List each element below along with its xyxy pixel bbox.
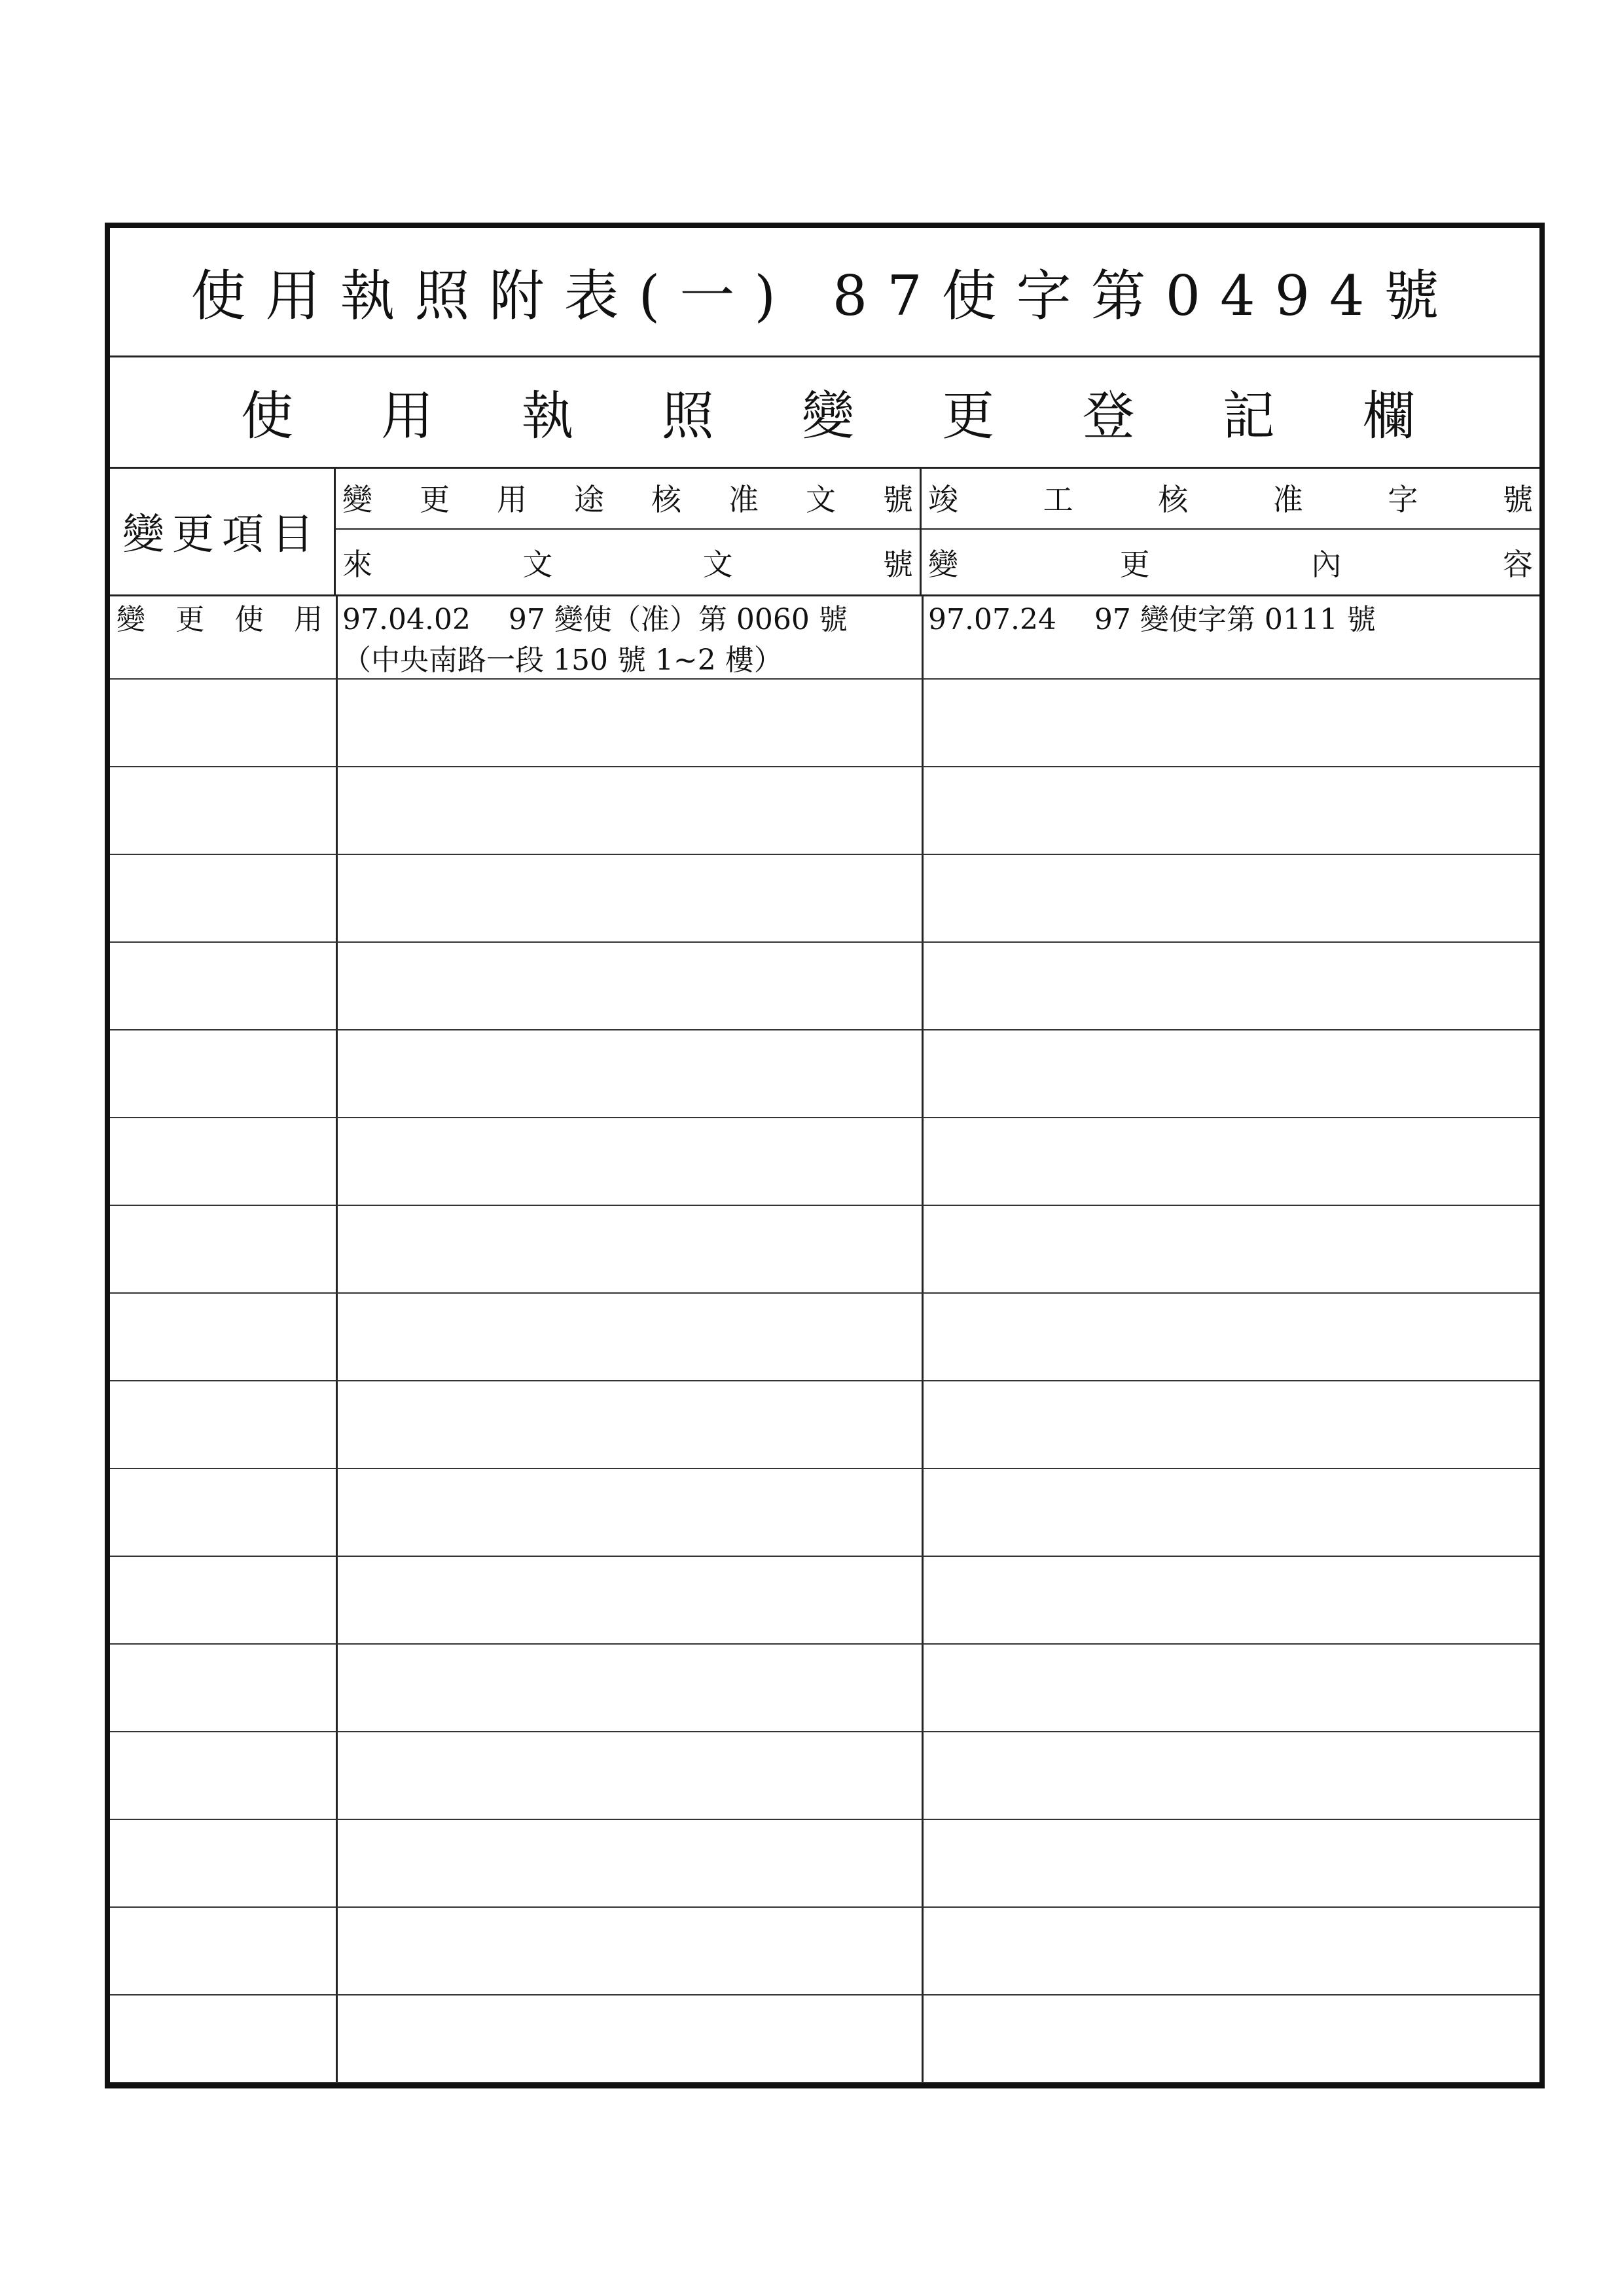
empty-table-row (110, 1381, 1539, 1469)
header-char: 字 (1388, 482, 1418, 517)
header-char: 竣 (928, 482, 958, 517)
form-title: 使用執照附表(一) 87使字第0494號 (190, 264, 1459, 328)
header-char: 准 (728, 482, 759, 517)
header-char: 核 (651, 482, 681, 517)
form-title-row (110, 228, 1539, 357)
item-char: 更 (175, 603, 205, 636)
section-char: 登 (1082, 385, 1135, 446)
empty-table-row (110, 1908, 1539, 1995)
header-char: 容 (1502, 546, 1533, 582)
section-char: 使 (241, 385, 293, 446)
empty-table-row (110, 1995, 1539, 2083)
empty-table-row (110, 1557, 1539, 1645)
doc-line-1: 97.04.02 97 變使（准）第 0060 號 (342, 603, 848, 636)
item-char: 使 (234, 603, 264, 636)
header-char: 途 (574, 482, 604, 517)
section-char: 變 (802, 385, 854, 446)
empty-table-row (110, 1469, 1539, 1557)
row-doc-cell (336, 594, 922, 678)
header-char: 更 (1119, 546, 1150, 582)
table-body (110, 594, 1539, 2083)
section-char: 更 (942, 385, 995, 446)
section-char: 用 (381, 385, 434, 446)
header-char: 變 (928, 546, 958, 582)
header-char: 號 (883, 482, 913, 517)
empty-table-row (110, 855, 1539, 943)
item-char: 用 (293, 603, 323, 636)
empty-table-row (110, 767, 1539, 855)
header-char: 核 (1158, 482, 1189, 517)
section-heading-row (110, 355, 1539, 469)
header-completion-approval (922, 467, 1539, 530)
empty-table-row (110, 1206, 1539, 1294)
completion-value: 97.07.24 97 變使字第 0111 號 (928, 603, 1376, 636)
header-approval-doc (336, 467, 922, 530)
empty-table-row (110, 1732, 1539, 1820)
header-char: 用 (497, 482, 527, 517)
header-change-item: 變更項目 (110, 467, 336, 594)
header-char: 來 (342, 546, 372, 582)
section-char: 記 (1222, 385, 1275, 446)
section-char: 照 (661, 385, 714, 446)
empty-table-row (110, 680, 1539, 767)
header-char: 號 (882, 546, 913, 582)
header-char: 更 (420, 482, 450, 517)
header-char: 文 (806, 482, 836, 517)
empty-table-row (110, 1645, 1539, 1732)
table-row (110, 594, 1539, 680)
header-incoming-doc (336, 530, 922, 594)
header-char: 變 (342, 482, 372, 517)
empty-table-row (110, 943, 1539, 1030)
header-char: 內 (1311, 546, 1342, 582)
header-char: 號 (1502, 482, 1533, 517)
item-char: 變 (117, 603, 145, 636)
section-char: 欄 (1363, 385, 1415, 446)
header-change-content (922, 530, 1539, 594)
row-item-cell (110, 594, 336, 678)
empty-table-row (110, 1118, 1539, 1206)
header-char: 工 (1043, 482, 1073, 517)
header-char: 准 (1272, 482, 1303, 517)
empty-table-row (110, 1294, 1539, 1381)
section-char: 執 (521, 385, 574, 446)
header-char: 文 (702, 546, 733, 582)
doc-line-2: （中央南路一段 150 號 1~2 樓） (342, 644, 783, 677)
empty-table-row (110, 1820, 1539, 1908)
usage-permit-form (105, 223, 1545, 2088)
row-completion-cell (922, 594, 1539, 678)
empty-table-row (110, 1030, 1539, 1118)
section-heading (110, 374, 1539, 449)
table-header (110, 467, 1539, 596)
header-char: 文 (522, 546, 553, 582)
